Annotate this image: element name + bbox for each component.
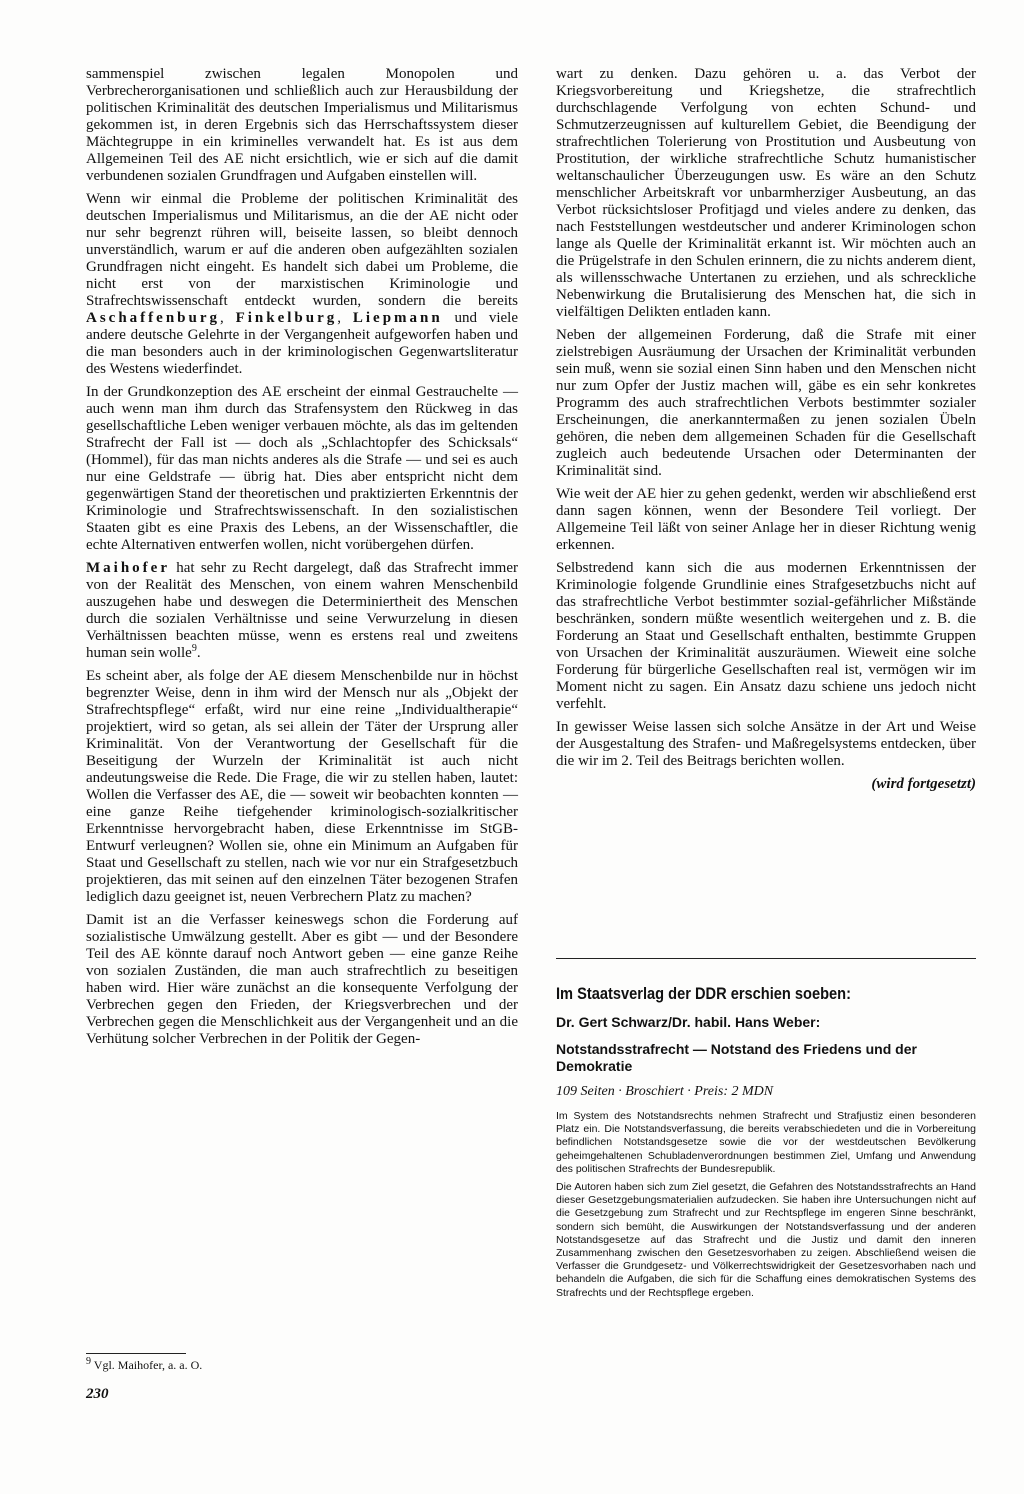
continuation-note: (wird fortgesetzt) bbox=[871, 776, 976, 792]
footnote-reference: 9 bbox=[191, 643, 197, 654]
spaced-name: Aschaffenburg bbox=[86, 310, 221, 326]
paragraph-text: Maihofer hat sehr zu Recht dargelegt, daß das Strafrecht immer von der Realität des Menschen, von einem wahren Menschenbild auszugehen habe und deswegen die Determiniertheit des Menschen durch die sozialen Verhältnisse und seine Verwurzelung in diesen Verhältnissen beachten müsse, wenn es erstens real und zweitens human sein wolle bbox=[86, 560, 518, 661]
right-column bbox=[556, 66, 976, 793]
book-authors: Dr. Gert Schwarz/Dr. habil. Hans Weber: bbox=[556, 1014, 821, 1030]
footnote-divider bbox=[86, 1353, 186, 1354]
spaced-name: Maihofer bbox=[86, 560, 170, 576]
paragraph bbox=[86, 191, 518, 378]
paragraph: Es scheint aber, als folge der AE diesem Menschenbilde nur in höchst begrenzter Weise, denn in ihm wird der Mensch nur als „Objekt der Strafrechtspflege“ erfaßt, wird nur eine reine „Individualtherapie“ projektiert, wird so getan, als sei allein der Täter der Ursprung aller Kriminalität. Von der Verantwortung der Gesellschaft für die Beseitigung der Wurzeln der Kriminalität ist auch nicht andeutungsweise die Rede. Die Frage, die wir zu stellen haben, lautet: Wollen die Verfasser des AE, die — soweit wir beobachten konnten — eine ganze Reihe tiefgehender kriminologisch-sozialkritischer Erkenntnisse hervorgebracht haben, diese Erkenntnisse im StGB-Entwurf verleugnen? Wollen sie, ohne ein Minimum an Aufgaben für Staat und Gesellschaft zu stellen, nach wie vor nur ein Strafgesetzbuch projektieren, das mit seinen auf den einzelnen Täter bezogenen Strafen lediglich dazu geeignet ist, neuen Verbrechern Platz zu machen? bbox=[86, 668, 518, 905]
book-details: 109 Seiten · Broschiert · Preis: 2 MDN bbox=[556, 1084, 774, 1099]
paragraph-text: Wenn wir einmal die Probleme der politischen Kriminalität des deutschen Imperialismus und Militarismus, an die der AE nicht oder nur sehr begrenzt rühren will, beiseite lassen, so bleibt dennoch unverständlich, warum er auf die anderen oben aufgezählten sozialen Grundfragen nicht eingeht. Es handelt sich dabei um Probleme, die nicht erst von der marxistischen Kriminologie und Strafrechtswissenschaft entdeckt wurden, sondern die bereits Aschaffenburg, Finkelburg, Liepmann und viele andere deutsche Gelehrte in der Vergangenheit aufgeworfen haben und die man besonders auch in der kriminologischen Gegenwartsliteratur des Westens wiederfindet. bbox=[86, 191, 519, 377]
publisher-advertisement bbox=[556, 974, 976, 1305]
section-divider bbox=[556, 958, 976, 959]
footnote-number: 9 bbox=[86, 1356, 91, 1367]
paragraph: Maihofer hat sehr zu Recht dargelegt, daß das Strafrecht immer von der Realität des Menschen, von einem wahren Menschenbild auszugehen habe und deswegen die Determiniertheit des Menschen durch die sozialen Verhältnisse und seine Verwurzelung in diesen Verhältnissen beachten müsse, wenn es erstens real und zweitens human sein wolle$^9$. bbox=[86, 560, 518, 661]
page-number: 230 bbox=[86, 1386, 109, 1402]
left-column bbox=[86, 66, 518, 1054]
book-title: Notstandsstrafrecht — Notstand des Friedens und der Demokratie bbox=[556, 1041, 917, 1074]
book-description: Im System des Notstandsrechts nehmen Strafrecht und Strafjustiz einen besonderen Platz ein. Die Notstandsverfassung, die bereits verabschiedeten und die in Vorbereitung befindlichen Notstandsgesetze sowie die vor der westdeutschen Bevölkerung geheimgehaltenen Schubladenverordnungen bestimmen Ziel, Umfang und Anwendung des politischen Strafrechts der Bundesrepublik. bbox=[556, 1110, 976, 1175]
spaced-name: Finkelburg bbox=[235, 310, 338, 326]
paragraph: In der Grundkonzeption des AE erscheint der einmal Gestrauchelte — auch wenn man ihm durch das Strafensystem den Rückweg in das gesellschaftliche Leben weniger verbauen möchte, als das im geltenden Strafrecht der Fall ist — doch als „Schlachtopfer des Schicksals“ (Hommel), für das man nichts anderes als die Strafe — und sei es auch nur eine Geldstrafe — übrig hat. Dies aber entspricht nicht dem gegenwärtigen Stand der theoretischen und praktizierten Erkenntnis der Kriminologie und Strafrechtswissenschaft. In den sozialistischen Staaten gibt es eine Praxis des Lebens, an der Wissenschaftler, die echte Alternativen entwerfen wollen, nicht vorübergehen dürfen. bbox=[86, 384, 518, 553]
footnote bbox=[86, 1358, 516, 1372]
paragraph: Neben der allgemeinen Forderung, daß die Strafe mit einer zielstrebigen Ausräumung der Ursachen der Kriminalität verbunden sein muß, wenn sie sozial einen Sinn haben und den Menschen nicht nur zum Opfer der Justiz machen will, gäbe es ein sehr konkretes Programm des auch strafrechtlichen Verbots bestimmter sozialer Erscheinungen, die anerkanntermaßen zu jenen sozialen Übeln gehören, die neben dem allgemeinen Schaden für die Gesellschaft zugleich auch bedeutende Ursachen oder Determinanten der Kriminalität sind. bbox=[556, 327, 976, 479]
paragraph: Selbstredend kann sich die aus modernen Erkenntnissen der Kriminologie folgende Grundlinie eines Strafgesetzbuchs nicht auf das strafrechtliche Verbot bestimmter sozial-gefährlicher Mißstände beschränken, sondern müßte wesentlich weitergehen und z. B. die Forderung an Staat und Gesellschaft enthalten, bestimmte Gruppen von Ursachen der Kriminalität auszuräumen. Wieweit eine solche Forderung für bürgerliche Gesellschaften real ist, vermögen wir im Moment nicht zu sagen. Ein Ansatz dazu schiene uns jedoch nicht verfehlt. bbox=[556, 560, 976, 712]
book-description: Die Autoren haben sich zum Ziel gesetzt, die Gefahren des Notstandsstrafrechts an Hand dieser Gesetzgebungsmaterialien aufzudecken. Sie haben ihre Untersuchungen nicht auf die Gesetzgebung zum Strafrecht und zur Rechtspflege im engeren Sinne beschränkt, sondern sich bemüht, die Auswirkungen der Notstandsverfassung und der anderen Notstandsgesetze auf das Strafrecht und die Justiz und damit den inneren Zusammenhang zwischen den Gesetzesvorhaben zu zeigen. Abschließend weisen die Verfasser die Grundgesetz- und Völkerrechtswidrigkeit der Gesetzesvorhaben nach und behandeln die Aufgaben, die sich für die Schaffung eines demokratischen Systems des Strafrechts und der Rechtspflege ergeben. bbox=[556, 1181, 976, 1299]
paragraph: wart zu denken. Dazu gehören u. a. das Verbot der Kriegsvorbereitung und Kriegshetze, die strafrechtlich durchschlagende Verfolgung von echten Schund- und Schmutzerzeugnissen auf kulturellem Gebiet, die Beendigung der strafrechtlichen Tolerierung von Prostitution und Ausbeutung von Prostitution, der wirkliche strafrechtliche Schutz humanistischer weltanschaulicher Überzeugungen usw. Es wäre an den Schutz menschlicher Arbeitskraft vor unbarmherziger Ausbeutung, an das Verbot rücksichtsloser Profitjagd und vieles andere zu denken, das nach Feststellungen westdeutscher und anderer Kriminologen schon lange als Quelle der Kriminalität erkannt ist. Wir möchten auch an die Prügelstrafe in den Schulen erinnern, die zu nichts anderem dient, als willensschwache Untertanen zu erziehen, und als schreckliche Nebenwirkung die Brutalisierung des Menschen hat, die sich in vielfältigen Delikten entladen kann. bbox=[556, 66, 976, 320]
paragraph: Damit ist an die Verfasser keineswegs schon die Forderung auf sozialistische Umwälzung gestellt. Aber es gibt — und der Besondere Teil des AE könnte darauf noch Antwort geben — eine ganze Reihe von sozialen Zuständen, die man auch strafrechtlich zu beseitigen haben wird. Hier wäre zunächst an die konsequente Verfolgung der Verbrechen gegen den Frieden, der Kriegsverbrechen und der Verbrechen gegen die Menschlichkeit aus der Vergangenheit und an die Verhütung solcher Verbrechen in der Politik der Gegen- bbox=[86, 912, 518, 1047]
advertisement-heading: Im Staatsverlag der DDR erschien soeben: bbox=[556, 984, 851, 1003]
spaced-name: Liepmann bbox=[352, 310, 443, 326]
paragraph: In gewisser Weise lassen sich solche Ansätze in der Art und Weise der Ausgestaltung des Strafen- und Maßregelsystems entdecken, über die wir im 2. Teil des Beitrags berichten wollen. bbox=[556, 719, 976, 769]
paragraph: Wie weit der AE hier zu gehen gedenkt, werden wir abschließend erst dann sagen können, wenn der Besondere Teil vorliegt. Der Allgemeine Teil läßt von seiner Anlage her in dieser Richtung wenig erkennen. bbox=[556, 486, 976, 553]
footnote-text: Vgl. Maihofer, a. a. O. bbox=[93, 1358, 203, 1372]
paragraph: sammenspiel zwischen legalen Monopolen und Verbrecherorganisationen und schließlich auch zur Herausbildung der politischen Kriminalität des deutschen Imperialismus und Militarismus gekommen ist, in deren Ergebnis sich das Herrschaftssystem dieser Mächtegruppe in ein kriminelles verwandelt hat. Es ist aus dem Allgemeinen Teil des AE nicht ersichtlich, wie er sich auf die damit verbundenen sozialen Grundfragen und Aufgaben einstellen will. bbox=[86, 66, 518, 184]
